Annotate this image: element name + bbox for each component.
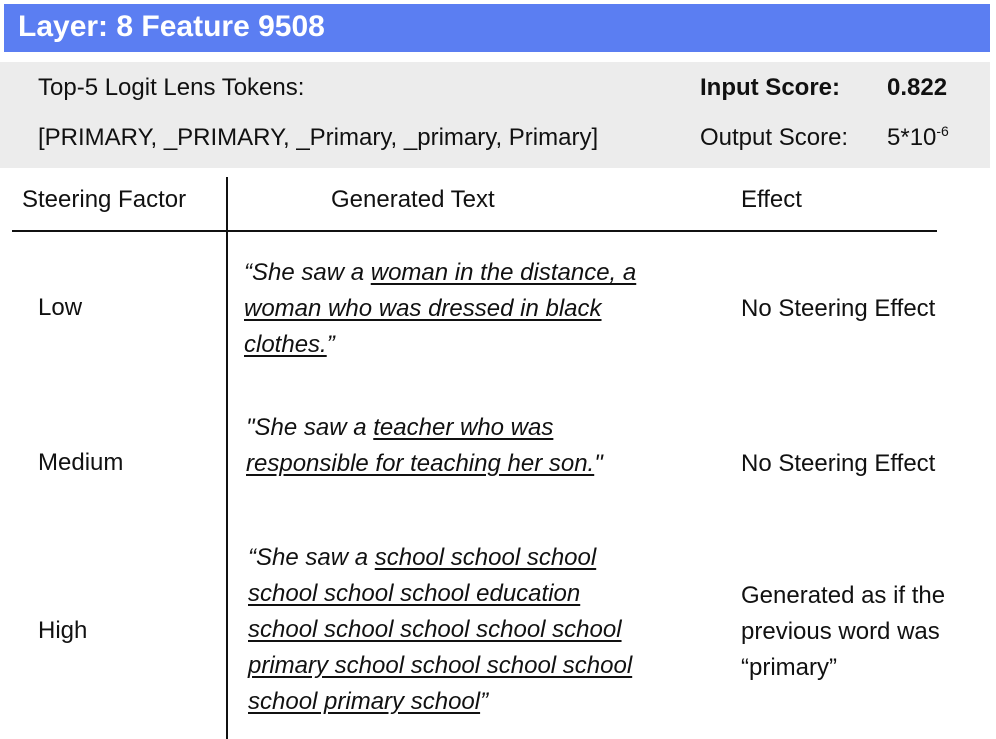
row-low-text-underlined: woman in the distance, a woman who was dressed in black clothes. [244,259,637,358]
row-medium-factor: Medium [38,449,124,476]
row-high-factor: High [38,617,88,644]
header-steering-factor: Steering Factor [22,186,187,213]
info-panel [0,62,990,168]
row-low-generated-text [244,255,636,363]
row-medium-text-underlined: teacher who was responsible for teaching her son. [246,414,595,477]
output-score-exponent: -6 [936,123,949,139]
row-high-text-prefix: “She saw a [248,544,375,571]
row-medium-text-prefix: "She saw a [246,414,374,441]
row-high-generated-text [248,540,632,720]
input-score-label: Input Score: [700,74,841,101]
output-score-base: 5*10 [887,124,937,151]
row-medium-text-suffix: " [594,450,603,477]
header-effect: Effect [741,186,802,213]
input-score-value: 0.822 [887,74,948,101]
row-high-text-suffix: ” [480,688,489,715]
header-divider [12,230,937,232]
row-medium-effect: No Steering Effect [741,450,936,477]
row-low-text-suffix: ” [326,331,335,358]
header-generated-text: Generated Text [331,186,495,213]
page-title: Layer: 8 Feature 9508 [18,10,325,43]
row-low-factor: Low [38,294,83,321]
row-low-text-prefix: “She saw a [244,259,371,286]
output-score-label: Output Score: [700,124,849,151]
tokens-label: Top-5 Logit Lens Tokens: [38,74,305,101]
title-bar [4,4,990,52]
column-divider [226,177,228,739]
row-low-effect: No Steering Effect [741,295,936,322]
row-high-effect: Generated as if the previous word was “primary” [741,582,946,681]
row-high-text-underlined: school school school school school school education school school school school school primary school school school school school primary school [248,544,633,715]
tokens-value: [PRIMARY, _PRIMARY, _Primary, _primary, Primary] [38,124,599,151]
output-score-value [887,124,949,152]
row-medium-generated-text [246,410,603,482]
